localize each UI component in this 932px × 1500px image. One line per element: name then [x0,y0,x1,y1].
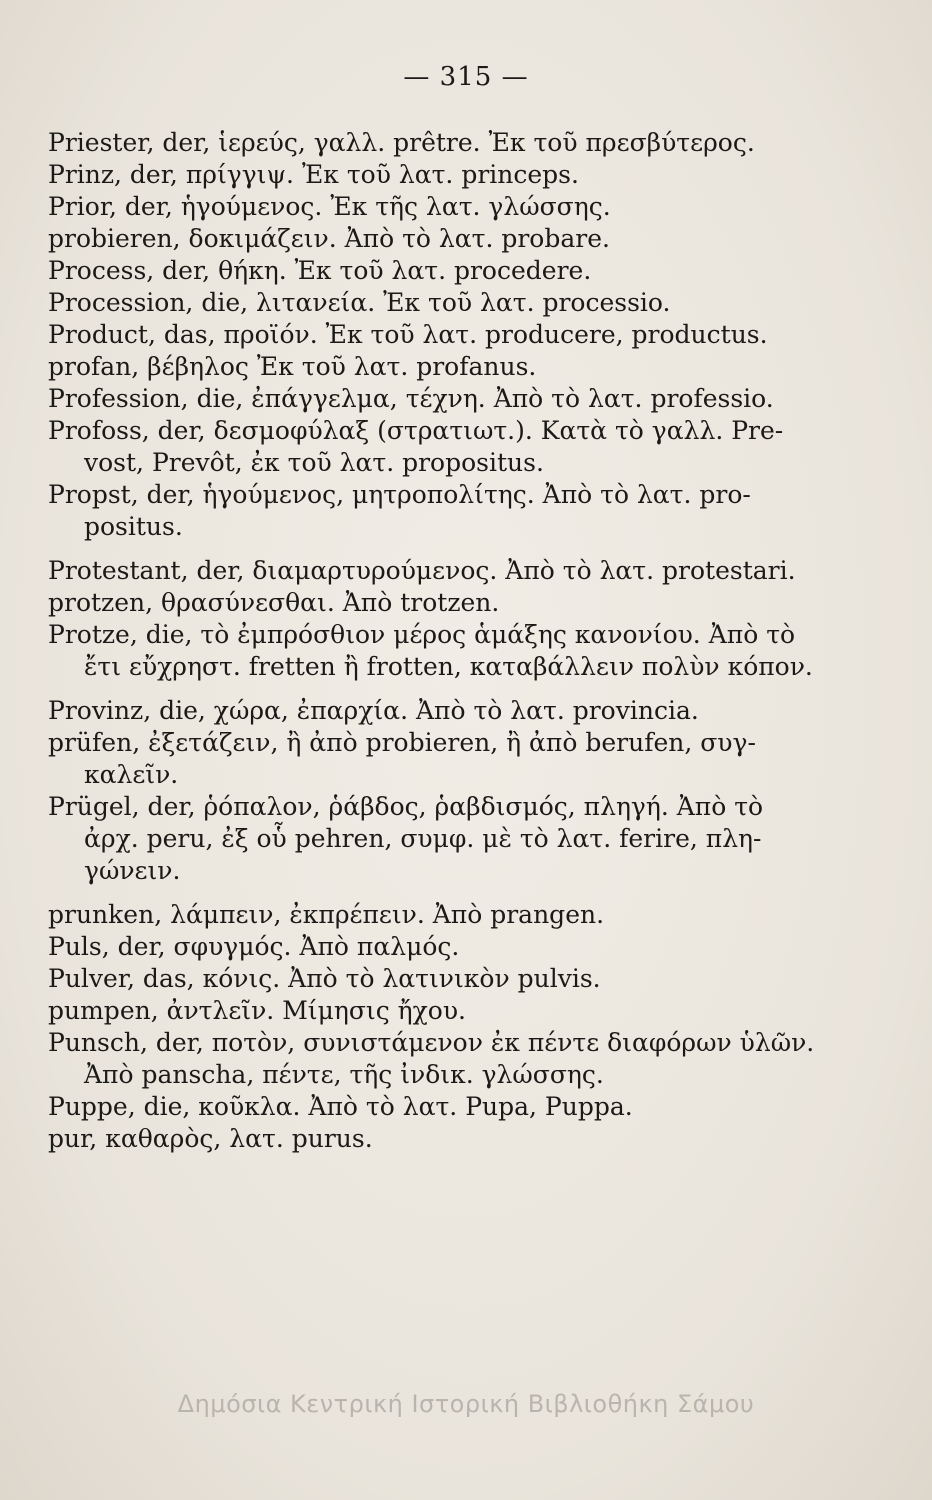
entry-protestant: Protestant, der, διαμαρτυρούμενος. Ἀπὸ τὸ λατ. protestari. [48,556,796,585]
entry-pruefen-cont: καλεῖν. [84,760,179,789]
page-number: — 315 — [403,62,529,92]
entry-propst-cont: positus. [84,512,183,541]
entry-protzen: protzen, θρασύνεσθαι. Ἀπὸ trotzen. [48,588,500,617]
entry-punsch: Punsch, der, ποτὸν, συνιστάμενον ἐκ πέντε διαφόρων ὑλῶν. [48,1028,815,1057]
entry-prunken: prunken, λάμπειν, ἐκπρέπειν. Ἀπὸ prangen. [48,900,605,929]
entry-probieren: probieren, δοκιμάζειν. Ἀπὸ τὸ λατ. probare. [48,224,610,253]
entry-protze: Protze, die, τὸ ἐμπρόσθιον μέρος ἁμάξης κανονίου. Ἀπὸ τὸ [48,620,796,649]
entry-profoss: Profoss, der, δεσμοφύλαξ (στρατιωτ.). Κατὰ τὸ γαλλ. Pre- [48,416,784,445]
dictionary-entries [48,127,878,1155]
library-watermark: Δημόσια Κεντρική Ιστορική Βιβλιοθήκη Σάμου [177,1390,755,1418]
entry-pruegel-cont: ἀρχ. peru, ἐξ οὗ pehren, συμφ. μὲ τὸ λατ. ferire, πλη- [84,824,762,853]
entry-process: Process, der, θήκη. Ἐκ τοῦ λατ. procedere. [48,256,592,285]
entry-protze-cont: ἔτι εὔχρηστ. fretten ἢ frotten, καταβάλλειν πολὺν κόπον. [84,652,813,681]
entry-provinz: Provinz, die, χώρα, ἐπαρχία. Ἀπὸ τὸ λατ. provincia. [48,696,699,725]
entry-punsch-cont: Ἀπὸ panscha, πέντε, τῆς ἰνδικ. γλώσσης. [84,1060,604,1089]
entry-prinz: Prinz, der, πρίγγιψ. Ἐκ τοῦ λατ. princeps. [48,160,579,189]
entry-pruegel-cont2: γώνειν. [84,856,181,885]
entry-profession: Profession, die, ἐπάγγελμα, τέχνη. Ἀπὸ τὸ λατ. professio. [48,384,774,413]
entry-pur: pur, καθαρὸς, λατ. purus. [48,1124,373,1153]
entry-procession: Procession, die, λιτανεία. Ἐκ τοῦ λατ. processio. [48,288,671,317]
entry-pumpen: pumpen, ἀντλεῖν. Μίμησις ἤχου. [48,996,466,1025]
entry-pruefen: prüfen, ἐξετάζειν, ἢ ἀπὸ probieren, ἢ ἀπὸ berufen, συγ- [48,728,756,757]
entry-propst: Propst, der, ἡγούμενος, μητροπολίτης. Ἀπὸ τὸ λατ. pro- [48,480,751,509]
entry-product: Product, das, προϊόν. Ἐκ τοῦ λατ. producere, productus. [48,320,768,349]
entry-prior: Prior, der, ἡγούμενος. Ἐκ τῆς λατ. γλώσσης. [48,192,611,221]
entry-puppe: Puppe, die, κοῦκλα. Ἀπὸ τὸ λατ. Pupa, Puppa. [48,1092,633,1121]
entry-priester: Priester, der, ἱερεύς, γαλλ. prêtre. Ἐκ τοῦ πρεσβύτερος. [48,128,755,157]
entry-pruegel: Prügel, der, ῥόπαλον, ῥάβδος, ῥαβδισμός, πληγή. Ἀπὸ τὸ [48,792,764,821]
entry-pulver: Pulver, das, κόνις. Ἀπὸ τὸ λατινικὸν pulvis. [48,964,601,993]
entry-profoss-cont: vost, Prevôt, ἐκ τοῦ λατ. propositus. [84,448,544,477]
entry-profan: profan, βέβηλος Ἐκ τοῦ λατ. profanus. [48,352,537,381]
entry-puls: Puls, der, σφυγμός. Ἀπὸ παλμός. [48,932,460,961]
